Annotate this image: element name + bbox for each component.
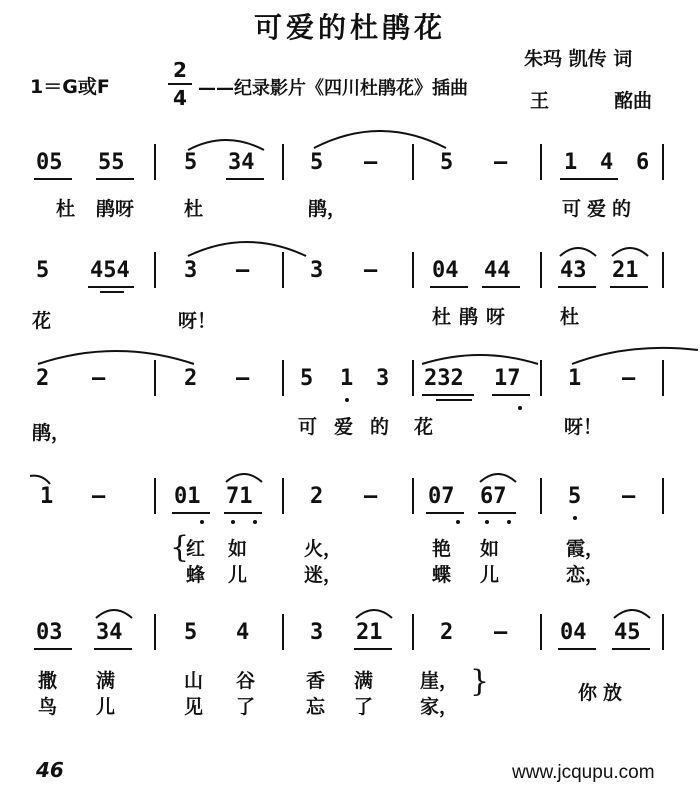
underline [34, 648, 72, 650]
time-signature-bottom: 4 [173, 86, 187, 110]
lyric: 蝶 [432, 564, 452, 586]
slur [94, 606, 134, 620]
slur [478, 470, 518, 484]
lyric: 如 [480, 538, 500, 560]
note: 3 [310, 620, 324, 645]
underline [426, 512, 464, 514]
dash: — [236, 366, 250, 391]
lyric: 儿 [96, 696, 116, 718]
slur [612, 606, 652, 620]
note: 67 [480, 484, 507, 509]
underline [96, 178, 134, 180]
slur [354, 606, 394, 620]
bar-line [662, 360, 664, 396]
note: 34 [96, 620, 123, 645]
note: 43 [560, 258, 587, 283]
lyric: 可 [298, 416, 318, 438]
bar-line [412, 144, 414, 180]
dash: — [622, 366, 636, 391]
bar-line [662, 478, 664, 514]
tie [312, 124, 448, 150]
note: 1 [340, 366, 354, 391]
note: 01 [174, 484, 201, 509]
lyric: 满 [96, 670, 116, 692]
dash: — [364, 258, 378, 283]
lyricist-credit: 朱玛 凯传 词 [524, 48, 633, 70]
lyric: 花 [414, 416, 434, 438]
note: 232 [424, 366, 464, 391]
lyric: 爱 [334, 416, 354, 438]
note: 05 [36, 150, 63, 175]
note: 2 [440, 620, 454, 645]
bar-line [154, 614, 156, 650]
time-signature [168, 58, 192, 110]
bar-line [540, 144, 542, 180]
note: 5 [184, 620, 198, 645]
note: 2 [36, 366, 50, 391]
low-octave-dot [253, 520, 257, 524]
note: 21 [612, 258, 639, 283]
bar-line [662, 252, 664, 288]
note: 45 [614, 620, 641, 645]
key-signature: 1＝G或F [30, 76, 110, 98]
lyric: 迷， [304, 564, 343, 586]
lyric: 鸟 [38, 696, 58, 718]
dash: — [92, 366, 106, 391]
note: 1 [568, 366, 582, 391]
note: 17 [494, 366, 521, 391]
lyric: 杜 [560, 306, 580, 328]
bar-line [154, 478, 156, 514]
note: 4 [236, 620, 250, 645]
note: 34 [228, 150, 255, 175]
bar-line [412, 252, 414, 288]
lyric: 红 [186, 538, 206, 560]
low-octave-dot [485, 520, 489, 524]
lyric: 杜鹃呀 [432, 306, 514, 328]
bar-line [540, 478, 542, 514]
underline [558, 648, 596, 650]
lyric: 火， [304, 538, 343, 560]
low-octave-dot [345, 398, 349, 402]
underline [94, 648, 132, 650]
lyric: 满 [354, 670, 374, 692]
time-signature-line [168, 83, 192, 85]
dash: — [622, 484, 636, 509]
dash: — [92, 484, 106, 509]
lyric: 艳 [432, 538, 452, 560]
note: 2 [184, 366, 198, 391]
composer-credit: 酩曲 [614, 90, 653, 112]
note: 3 [310, 258, 324, 283]
note: 21 [356, 620, 383, 645]
dash: — [364, 484, 378, 509]
bar-line [282, 614, 284, 650]
note: 04 [560, 620, 587, 645]
lyric: 呀！ [178, 310, 217, 332]
dash: — [494, 150, 508, 175]
bar-line [540, 360, 542, 396]
underline [172, 512, 210, 514]
lyric: 可爱的 [562, 198, 638, 220]
note: 454 [90, 258, 130, 283]
bar-line [154, 252, 156, 288]
bar-line [154, 144, 156, 180]
underline [612, 648, 650, 650]
bar-line [412, 478, 414, 514]
note: 1 [40, 484, 54, 509]
note: 55 [98, 150, 125, 175]
lyric: 撒 [38, 670, 58, 692]
underline [422, 394, 474, 396]
bar-line [282, 360, 284, 396]
lyric: 你放 [578, 682, 629, 704]
note: 1 [564, 150, 578, 175]
note: 6 [636, 150, 650, 175]
slur [186, 136, 266, 152]
lyric: 崖， [420, 670, 459, 692]
low-octave-dot [573, 516, 577, 520]
slur [420, 350, 540, 366]
underline [558, 286, 596, 288]
lyric: 霞， [566, 538, 605, 560]
lyric: 如 [228, 538, 248, 560]
lyric: 花 [32, 310, 52, 332]
low-octave-dot [200, 520, 204, 524]
underline [610, 286, 648, 288]
note: 3 [376, 366, 390, 391]
bar-line [282, 478, 284, 514]
lyric: 杜 [56, 198, 76, 220]
bar-line [540, 252, 542, 288]
note: 5 [310, 150, 324, 175]
lyric: 的 [370, 416, 390, 438]
underline [224, 512, 262, 514]
lyric: 山 [184, 670, 204, 692]
bar-line [282, 252, 284, 288]
bar-line [412, 360, 414, 396]
underline [436, 399, 472, 401]
tie [570, 346, 700, 366]
note: 2 [310, 484, 324, 509]
bar-line [662, 614, 664, 650]
low-octave-dot [456, 520, 460, 524]
lyric: 鹃， [32, 422, 71, 444]
note: 5 [36, 258, 50, 283]
lyric: 蜂 [186, 564, 206, 586]
tie [36, 344, 196, 366]
underline [354, 648, 392, 650]
song-title: 可爱的杜鹃花 [253, 11, 446, 44]
underline [430, 286, 468, 288]
note: 5 [440, 150, 454, 175]
note: 04 [432, 258, 459, 283]
tie [186, 236, 308, 258]
source-note: ——纪录影片《四川杜鹃花》插曲 [198, 78, 468, 99]
verse-brace: } [470, 664, 490, 699]
lyric: 谷 [236, 670, 256, 692]
note: 4 [600, 150, 614, 175]
lyric: 鹃， [308, 198, 347, 220]
dash: — [494, 620, 508, 645]
underline [226, 178, 264, 180]
bar-line [154, 360, 156, 396]
lyric: 了 [236, 696, 256, 718]
slur [558, 244, 598, 258]
watermark: www.jcqupu.com [512, 762, 655, 783]
low-octave-dot [518, 406, 522, 410]
note: 5 [568, 484, 582, 509]
lyric: 忘 [306, 696, 326, 718]
dash: — [236, 258, 250, 283]
lyric: 香 [306, 670, 326, 692]
slur [224, 470, 264, 484]
note: 71 [226, 484, 253, 509]
underline [34, 178, 72, 180]
underline [88, 286, 134, 288]
lyric: 鹃呀 [96, 198, 135, 220]
lyric: 恋， [566, 564, 605, 586]
lyric: 呀！ [564, 416, 603, 438]
underline [482, 286, 520, 288]
composer-name: 王 [530, 90, 550, 112]
page-number: 46 [36, 758, 64, 782]
underline [478, 512, 516, 514]
lyric: 儿 [480, 564, 500, 586]
dash: — [364, 150, 378, 175]
lyric: 儿 [228, 564, 248, 586]
underline [560, 178, 618, 180]
note: 07 [428, 484, 455, 509]
time-signature-top: 2 [173, 58, 187, 82]
slur [610, 244, 650, 258]
lyric: 家， [420, 696, 459, 718]
bar-line [282, 144, 284, 180]
low-octave-dot [507, 520, 511, 524]
lyric: 见 [184, 696, 204, 718]
note: 5 [300, 366, 314, 391]
note: 03 [36, 620, 63, 645]
underline [492, 394, 530, 396]
note: 44 [484, 258, 511, 283]
note: 5 [184, 150, 198, 175]
note: 3 [184, 258, 198, 283]
lyric: 杜 [184, 198, 204, 220]
bar-line [540, 614, 542, 650]
bar-line [412, 614, 414, 650]
underline [100, 291, 124, 293]
low-octave-dot [231, 520, 235, 524]
lyric: 了 [354, 696, 374, 718]
verse-brace: { [170, 530, 190, 565]
bar-line [662, 144, 664, 180]
